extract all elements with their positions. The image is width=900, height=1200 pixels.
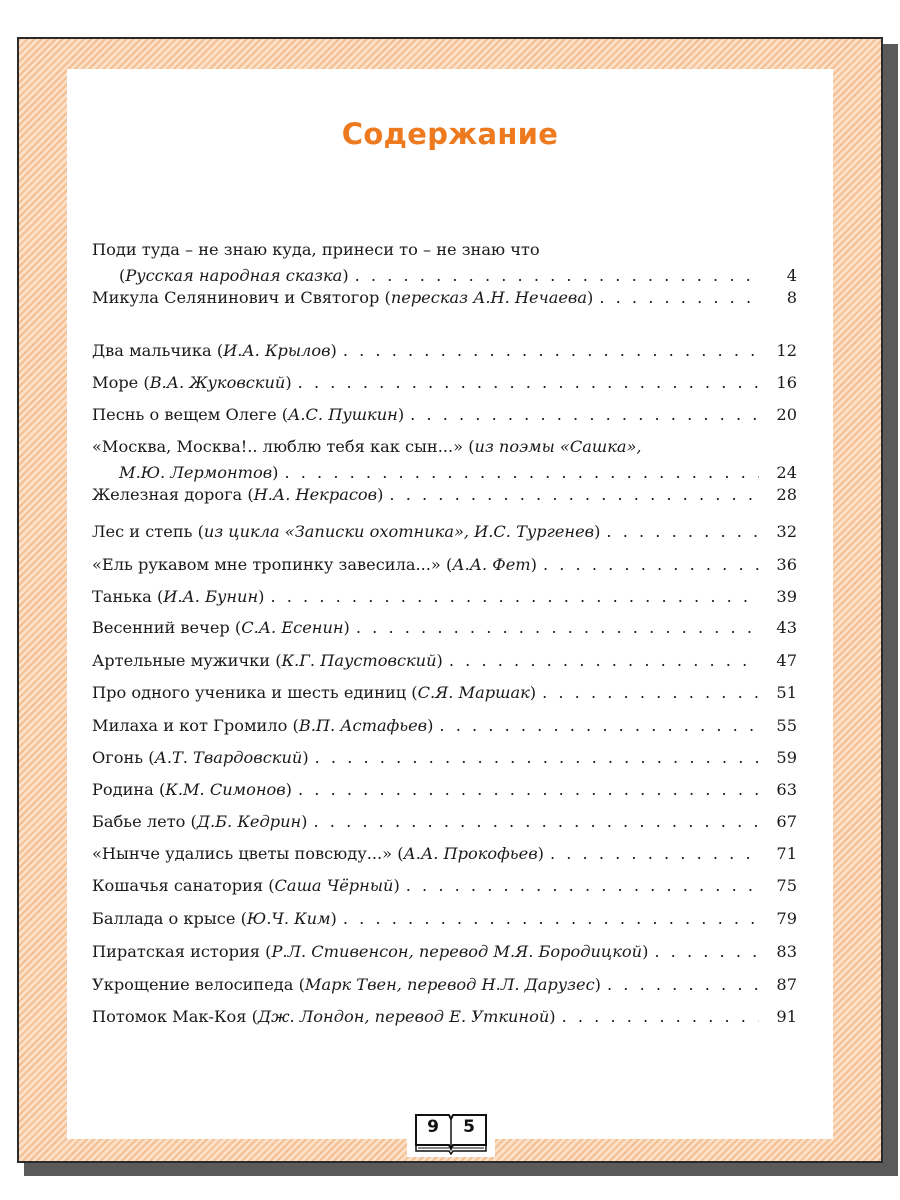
dot-leader <box>270 584 759 610</box>
toc-entry-closing: ) <box>330 909 337 928</box>
toc-page-number: 79 <box>776 909 797 928</box>
toc-entry-closing: ) <box>594 975 601 994</box>
dot-leader <box>343 906 759 932</box>
toc-entry-title: Потомок Мак-Коя ( <box>92 1007 258 1026</box>
toc-entry-author: Д.Б. Кедрин <box>196 812 302 831</box>
toc-entry <box>92 370 797 396</box>
toc-entry-line <box>92 841 797 867</box>
toc-entry-closing: ) <box>272 463 279 482</box>
toc-entry-author: пересказ А.Н. Нечаева <box>390 288 587 307</box>
page-number-digit-2: 5 <box>463 1117 475 1137</box>
toc-entry-closing: ) <box>285 780 292 799</box>
toc-page-number: 55 <box>776 716 797 735</box>
page-frame <box>17 37 883 1163</box>
toc-entry-closing: ) <box>377 485 384 504</box>
toc-entry-author: И.А. Бунин <box>163 587 259 606</box>
toc-entry <box>92 237 797 289</box>
toc-entry-author: А.А. Прокофьев <box>403 844 538 863</box>
toc-entry <box>92 809 797 835</box>
toc-entry-title: Милаха и кот Громило ( <box>92 716 299 735</box>
toc-entry-line <box>92 338 797 364</box>
toc-entry <box>92 552 797 578</box>
toc-entry <box>92 648 797 674</box>
dot-leader <box>389 482 759 508</box>
dot-leader <box>439 713 759 739</box>
toc-entry-closing: ) <box>397 405 405 424</box>
toc-entry-title: Пиратская история ( <box>92 942 272 961</box>
toc-entry-title: Танька ( <box>92 587 164 606</box>
toc-entry <box>92 584 797 610</box>
page-number-badge <box>407 1107 495 1157</box>
toc-entry-text <box>92 370 292 396</box>
dot-leader <box>406 873 759 899</box>
toc-page-number: 28 <box>776 485 797 504</box>
toc-entry-closing: ) <box>529 683 537 702</box>
toc-entry-title: Баллада о крысе ( <box>92 909 247 928</box>
toc-page-number: 43 <box>776 618 797 637</box>
toc-entry-title: Лес и степь ( <box>92 522 204 541</box>
toc-entry-closing: ) <box>594 522 601 541</box>
toc-entry-author: К.М. Симонов <box>165 780 286 799</box>
toc-entry-closing: ) <box>285 373 292 392</box>
toc-entry-title: «Москва, Москва!.. люблю тебя как сын...» ( <box>92 437 475 456</box>
toc-entry-author: из поэмы «Сашка», <box>474 437 642 456</box>
toc-entry-text <box>92 939 648 965</box>
toc-entry-line <box>92 584 797 610</box>
dot-leader <box>654 939 759 965</box>
dot-leader <box>449 648 759 674</box>
toc-entry-title: «Нынче удались цветы повсюду...» ( <box>92 844 404 863</box>
toc-entry-title: Про одного ученика и шесть единиц ( <box>92 683 418 702</box>
toc-page-number: 8 <box>786 288 797 307</box>
toc-entry-line <box>92 906 797 932</box>
toc-entry <box>92 713 797 739</box>
toc-entry-author: И.А. Крылов <box>223 341 331 360</box>
toc-entry-closing: ) <box>302 748 309 767</box>
toc-entry <box>92 777 797 803</box>
toc-entry-text <box>92 482 383 508</box>
toc-entry-author: Н.А. Некрасов <box>253 485 378 504</box>
dot-leader <box>356 615 759 641</box>
toc-entry-text <box>92 648 443 674</box>
toc-page-number: 36 <box>776 555 797 574</box>
toc-entry-closing: ) <box>642 942 649 961</box>
toc-entry-author: из цикла «Записки охотника», И.С. Тургенев <box>203 522 595 541</box>
toc-entry-closing: ) <box>530 555 537 574</box>
toc-entry-title: Песнь о вещем Олеге ( <box>92 405 289 424</box>
toc-entry <box>92 402 797 428</box>
toc-entry-line <box>92 809 797 835</box>
toc-entry <box>92 338 797 364</box>
toc-entry-text <box>92 906 337 932</box>
dot-leader <box>410 402 759 428</box>
toc-page-number: 24 <box>776 463 797 482</box>
toc-entry <box>92 285 797 311</box>
toc-entry <box>92 745 797 771</box>
toc-entry-title: Море ( <box>92 373 150 392</box>
toc-entry-author: Русская народная сказка <box>125 266 343 285</box>
toc-page-number: 47 <box>776 651 797 670</box>
toc-page-number: 20 <box>776 405 797 424</box>
toc-entry-text <box>92 519 600 545</box>
toc-entry-text <box>92 285 593 311</box>
toc-entry-author: Саша Чёрный <box>274 876 394 895</box>
toc-entry-text <box>92 873 400 899</box>
toc-entry-line <box>92 370 797 396</box>
toc-entry-line <box>92 552 797 578</box>
toc-entry-closing: ) <box>537 844 544 863</box>
toc-entry-line <box>92 482 797 508</box>
dot-leader <box>542 680 759 706</box>
toc-entry-closing: ) <box>330 341 337 360</box>
toc-entry-title: Бабье лето ( <box>92 812 197 831</box>
toc-entry-title: Микула Селянинович и Святогор ( <box>92 288 391 307</box>
toc-entry-author: В.П. Астафьев <box>298 716 428 735</box>
toc-entry-closing: ) <box>393 876 400 895</box>
toc-entry-line <box>92 519 797 545</box>
toc-entry-closing: ) <box>427 716 434 735</box>
toc-entry-closing: ) <box>301 812 308 831</box>
toc-entry-title: Кошачья санатория ( <box>92 876 275 895</box>
toc-entry-author: А.С. Пушкин <box>288 405 398 424</box>
toc-entry-text <box>92 745 309 771</box>
toc-entry-title: Поди туда – не знаю куда, принеси то – не знаю что <box>92 240 540 259</box>
toc-entry-line <box>92 777 797 803</box>
toc-entry-author: С.А. Есенин <box>241 618 344 637</box>
toc-entry-line <box>92 434 797 460</box>
page-content <box>67 69 833 1139</box>
toc-entry-line <box>92 680 797 706</box>
toc-entry <box>92 434 797 486</box>
toc-page-number: 32 <box>776 522 797 541</box>
toc-page-number: 63 <box>776 780 797 799</box>
toc-entry <box>92 906 797 932</box>
dot-leader <box>607 972 759 998</box>
toc-entry-author: Ю.Ч. Ким <box>246 909 331 928</box>
toc-entry-line <box>92 648 797 674</box>
dot-leader <box>343 338 759 364</box>
toc-entry-closing: ) <box>436 651 443 670</box>
toc-entry-author: К.Г. Паустовский <box>281 651 437 670</box>
toc-entry <box>92 939 797 965</box>
toc-entry-title: Артельные мужички ( <box>92 651 282 670</box>
toc-entry <box>92 873 797 899</box>
toc-entry-closing: ) <box>258 587 265 606</box>
toc-entry-author: А.Т. Твардовский <box>154 748 303 767</box>
toc-entry-text <box>92 434 642 460</box>
toc-entry-closing: ) <box>342 266 349 285</box>
toc-entry-closing: ) <box>549 1007 556 1026</box>
dot-leader <box>550 841 759 867</box>
dot-leader <box>314 809 760 835</box>
dot-leader <box>599 285 759 311</box>
toc-page-number: 16 <box>776 373 797 392</box>
toc-entry-line <box>92 873 797 899</box>
toc-entry-title: Укрощение велосипеда ( <box>92 975 305 994</box>
toc-entry-title: Два мальчика ( <box>92 341 224 360</box>
toc-page-number: 39 <box>776 587 797 606</box>
toc-page-number: 87 <box>776 975 797 994</box>
dot-leader <box>562 1004 759 1030</box>
toc-entry-text <box>92 809 308 835</box>
toc-entry <box>92 972 797 998</box>
toc-entry-line <box>92 972 797 998</box>
toc-entry-line <box>92 285 797 311</box>
toc-entry-text <box>92 680 536 706</box>
dot-leader <box>298 370 759 396</box>
toc-entry-text <box>92 713 433 739</box>
toc-entry <box>92 1004 797 1030</box>
toc-entry-author: В.А. Жуковский <box>149 373 286 392</box>
toc-entry <box>92 615 797 641</box>
toc-entry <box>92 841 797 867</box>
toc-entry-author: Р.Л. Стивенсон, перевод М.Я. Бородицкой <box>271 942 643 961</box>
dot-leader <box>298 777 759 803</box>
toc-entry-line <box>92 1004 797 1030</box>
toc-entry <box>92 482 797 508</box>
toc-entry-text <box>92 584 264 610</box>
toc-entry-closing: ) <box>587 288 594 307</box>
toc-page-number: 91 <box>776 1007 797 1026</box>
toc-entry-text <box>92 552 537 578</box>
toc-entry-author: Дж. Лондон, перевод Е. Уткиной <box>257 1007 550 1026</box>
toc-entry-title: «Ель рукавом мне тропинку завесила...» ( <box>92 555 453 574</box>
dot-leader <box>606 519 759 545</box>
toc-entry-author: М.Ю. Лермонтов <box>119 463 273 482</box>
toc-page-number: 83 <box>776 942 797 961</box>
toc-entry-title: Огонь ( <box>92 748 155 767</box>
toc-entry-title: Весенний вечер ( <box>92 618 242 637</box>
toc-entry-text <box>92 1004 556 1030</box>
toc-entry-text <box>92 615 350 641</box>
toc-entry-title: Железная дорога ( <box>92 485 254 504</box>
toc-entry-text <box>92 972 601 998</box>
toc-entry-line <box>92 615 797 641</box>
toc-page-number: 71 <box>776 844 797 863</box>
toc-page-number: 12 <box>776 341 797 360</box>
toc-entry-author: Марк Твен, перевод Н.Л. Дарузес <box>304 975 595 994</box>
toc-entry-title: ( <box>119 266 126 285</box>
page-title: Содержание <box>341 117 559 151</box>
toc-entry-text <box>92 777 292 803</box>
toc-entry-text <box>92 841 544 867</box>
dot-leader <box>543 552 759 578</box>
toc-entry-line <box>92 237 797 263</box>
toc-entry-line <box>92 402 797 428</box>
dot-leader <box>315 745 759 771</box>
toc-entry-author: С.Я. Маршак <box>417 683 530 702</box>
toc-entry <box>92 680 797 706</box>
toc-entry-text <box>92 402 404 428</box>
toc-entry-closing: ) <box>343 618 350 637</box>
page-number-digit-1: 9 <box>427 1117 439 1137</box>
toc-page-number: 75 <box>776 876 797 895</box>
toc-entry-title: Родина ( <box>92 780 166 799</box>
toc-page-number: 51 <box>776 683 797 702</box>
toc-entry <box>92 519 797 545</box>
toc-page-number: 59 <box>776 748 797 767</box>
toc-entry-text <box>92 338 337 364</box>
toc-entry-author: А.А. Фет <box>452 555 531 574</box>
toc-entry-text <box>92 237 540 263</box>
toc-entry-line <box>92 745 797 771</box>
toc-page-number: 4 <box>786 266 797 285</box>
toc-entry-line <box>92 939 797 965</box>
toc-page-number: 67 <box>776 812 797 831</box>
toc-entry-line <box>92 713 797 739</box>
